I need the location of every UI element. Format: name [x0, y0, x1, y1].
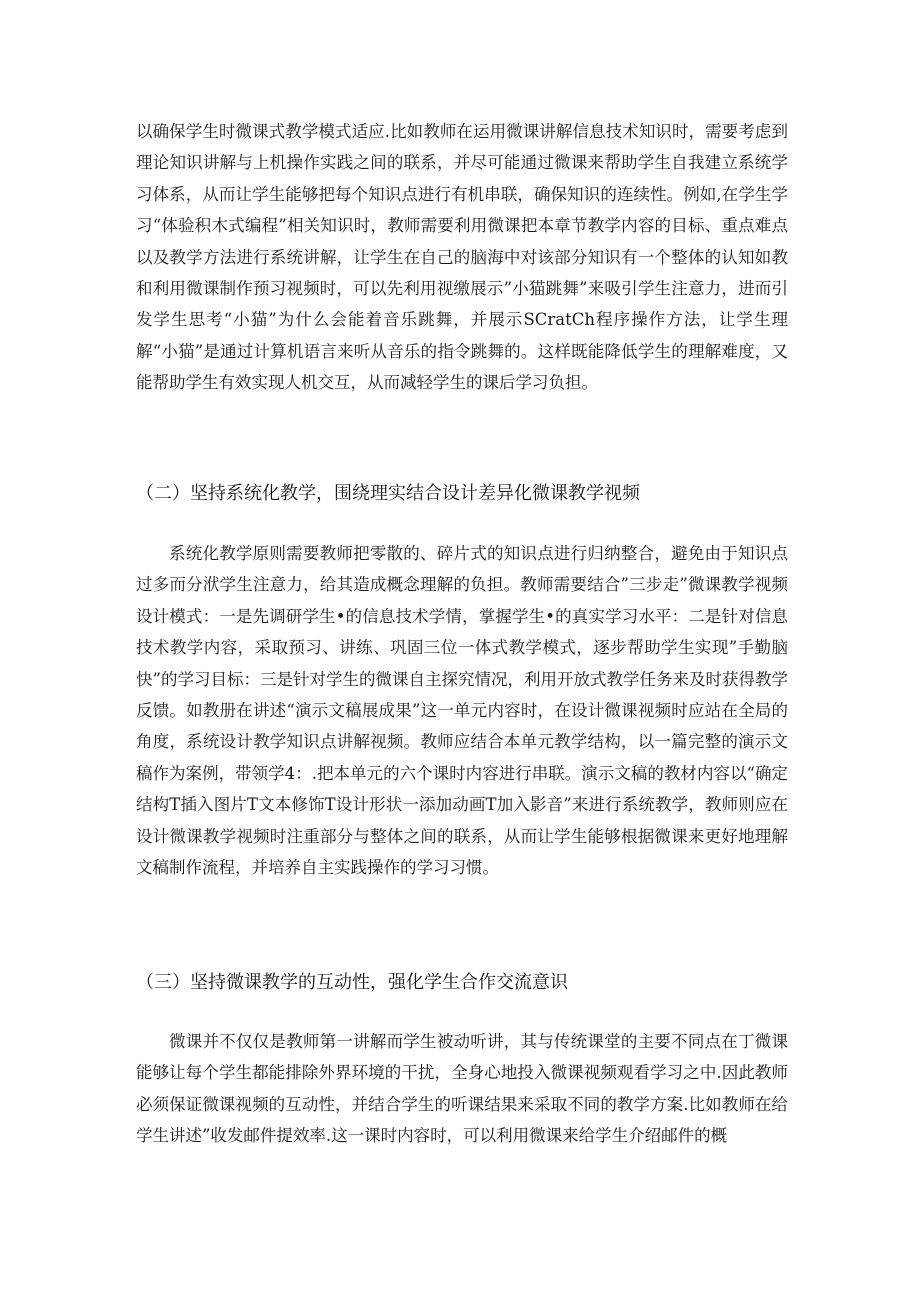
body-paragraph-2: 系统化教学原则需要教师把零散的、碎片式的知识点进行归纳整合，避免由于知识点过多而分洑学生注意力，给其造成概念理解的负担。教师需要结合”三步走”微课教学视频设计模式：一是先调研学生•的信息技术学情，掌握学生•的真实学习水平：二是针对信息技术教学内容，采取预习、讲练、巩固三位一体式教学模式，逐步帮助学生实现”手勤脑快”的学习目标：三是针对学生的微课自主探究情况，利用开放式教学任务来及时获得教学反馈。如教册在讲述“演示文稿展成果”这一单元内容时，在设计微课视频时应站在全局的角度，系统设计教学知识点讲解视频。教师应结合本单元教学结构，以一篇完整的演示文稿作为案例，带领学4：.把本单元的六个课时内容进行串联。演示文稿的教材内容以“确定结构T插入图片T文本修饰T设计形状一添加动画T加入影音”来进行系统教学，教师则应在设计微课教学视频时注重部分与整体之间的联系，从而让学生能够根据微课来更好地理解文稿制作流程，并培养自主实践操作的学习习惯。 [136, 544, 788, 878]
body-paragraph-3: 微课并不仅仅是教师第一讲解而学生被动听讲，其与传统课堂的主要不同点在丁微课能够让每个学生都能排除外界环境的干扰，全身心地投入微课视频观看学习之中.因此教师必须保证微课视频的互动性，并结合学生的听课结果来采取不同的教学方案.比如教师在给学生讲述”收发邮件提效率.这一课时内容时，可以利用微课来给学生介绍邮件的概 [136, 1032, 788, 1146]
body-paragraph-1: 以确保学生时微课式教学模式适应.比如教师在运用微课讲解信息技术知识时，需要考虑到理论知识讲解与上机操作实践之间的联系，并尽可能通过微课来帮助学生自我建立系统学习体系，从而让学生能够把每个知识点进行有机串联，确保知识的连续性。例如,在学生学习“体验积木式编程”相关知识时，教师需要利用微课把本章节教学内容的目标、重点难点以及教学方法进行系统讲解，让学生在自己的脑海中对该部分知识有一个整体的认知如教和利用微课制作预习视频时，可以先利用视缴展示”小猫跳舞”来吸引学生注意力，进而引发学生思考“小猫”为什么会能着音乐跳舞，并展示SCratCh程序操作方法，让学生理解“小猫”是通过计算机语言来听从音乐的指令跳舞的。这样既能降低学生的理解难度，又能帮助学生有效实现人机交互，从而减轻学生的课后学习负担。 [136, 122, 788, 393]
section-heading-2: （二）坚持系统化教学，围绕理实结合设计差异化微课教学视频 [136, 483, 640, 504]
section-heading-3: （三）坚持微课教学的互动性，强化学生合作交流意识 [136, 972, 568, 993]
